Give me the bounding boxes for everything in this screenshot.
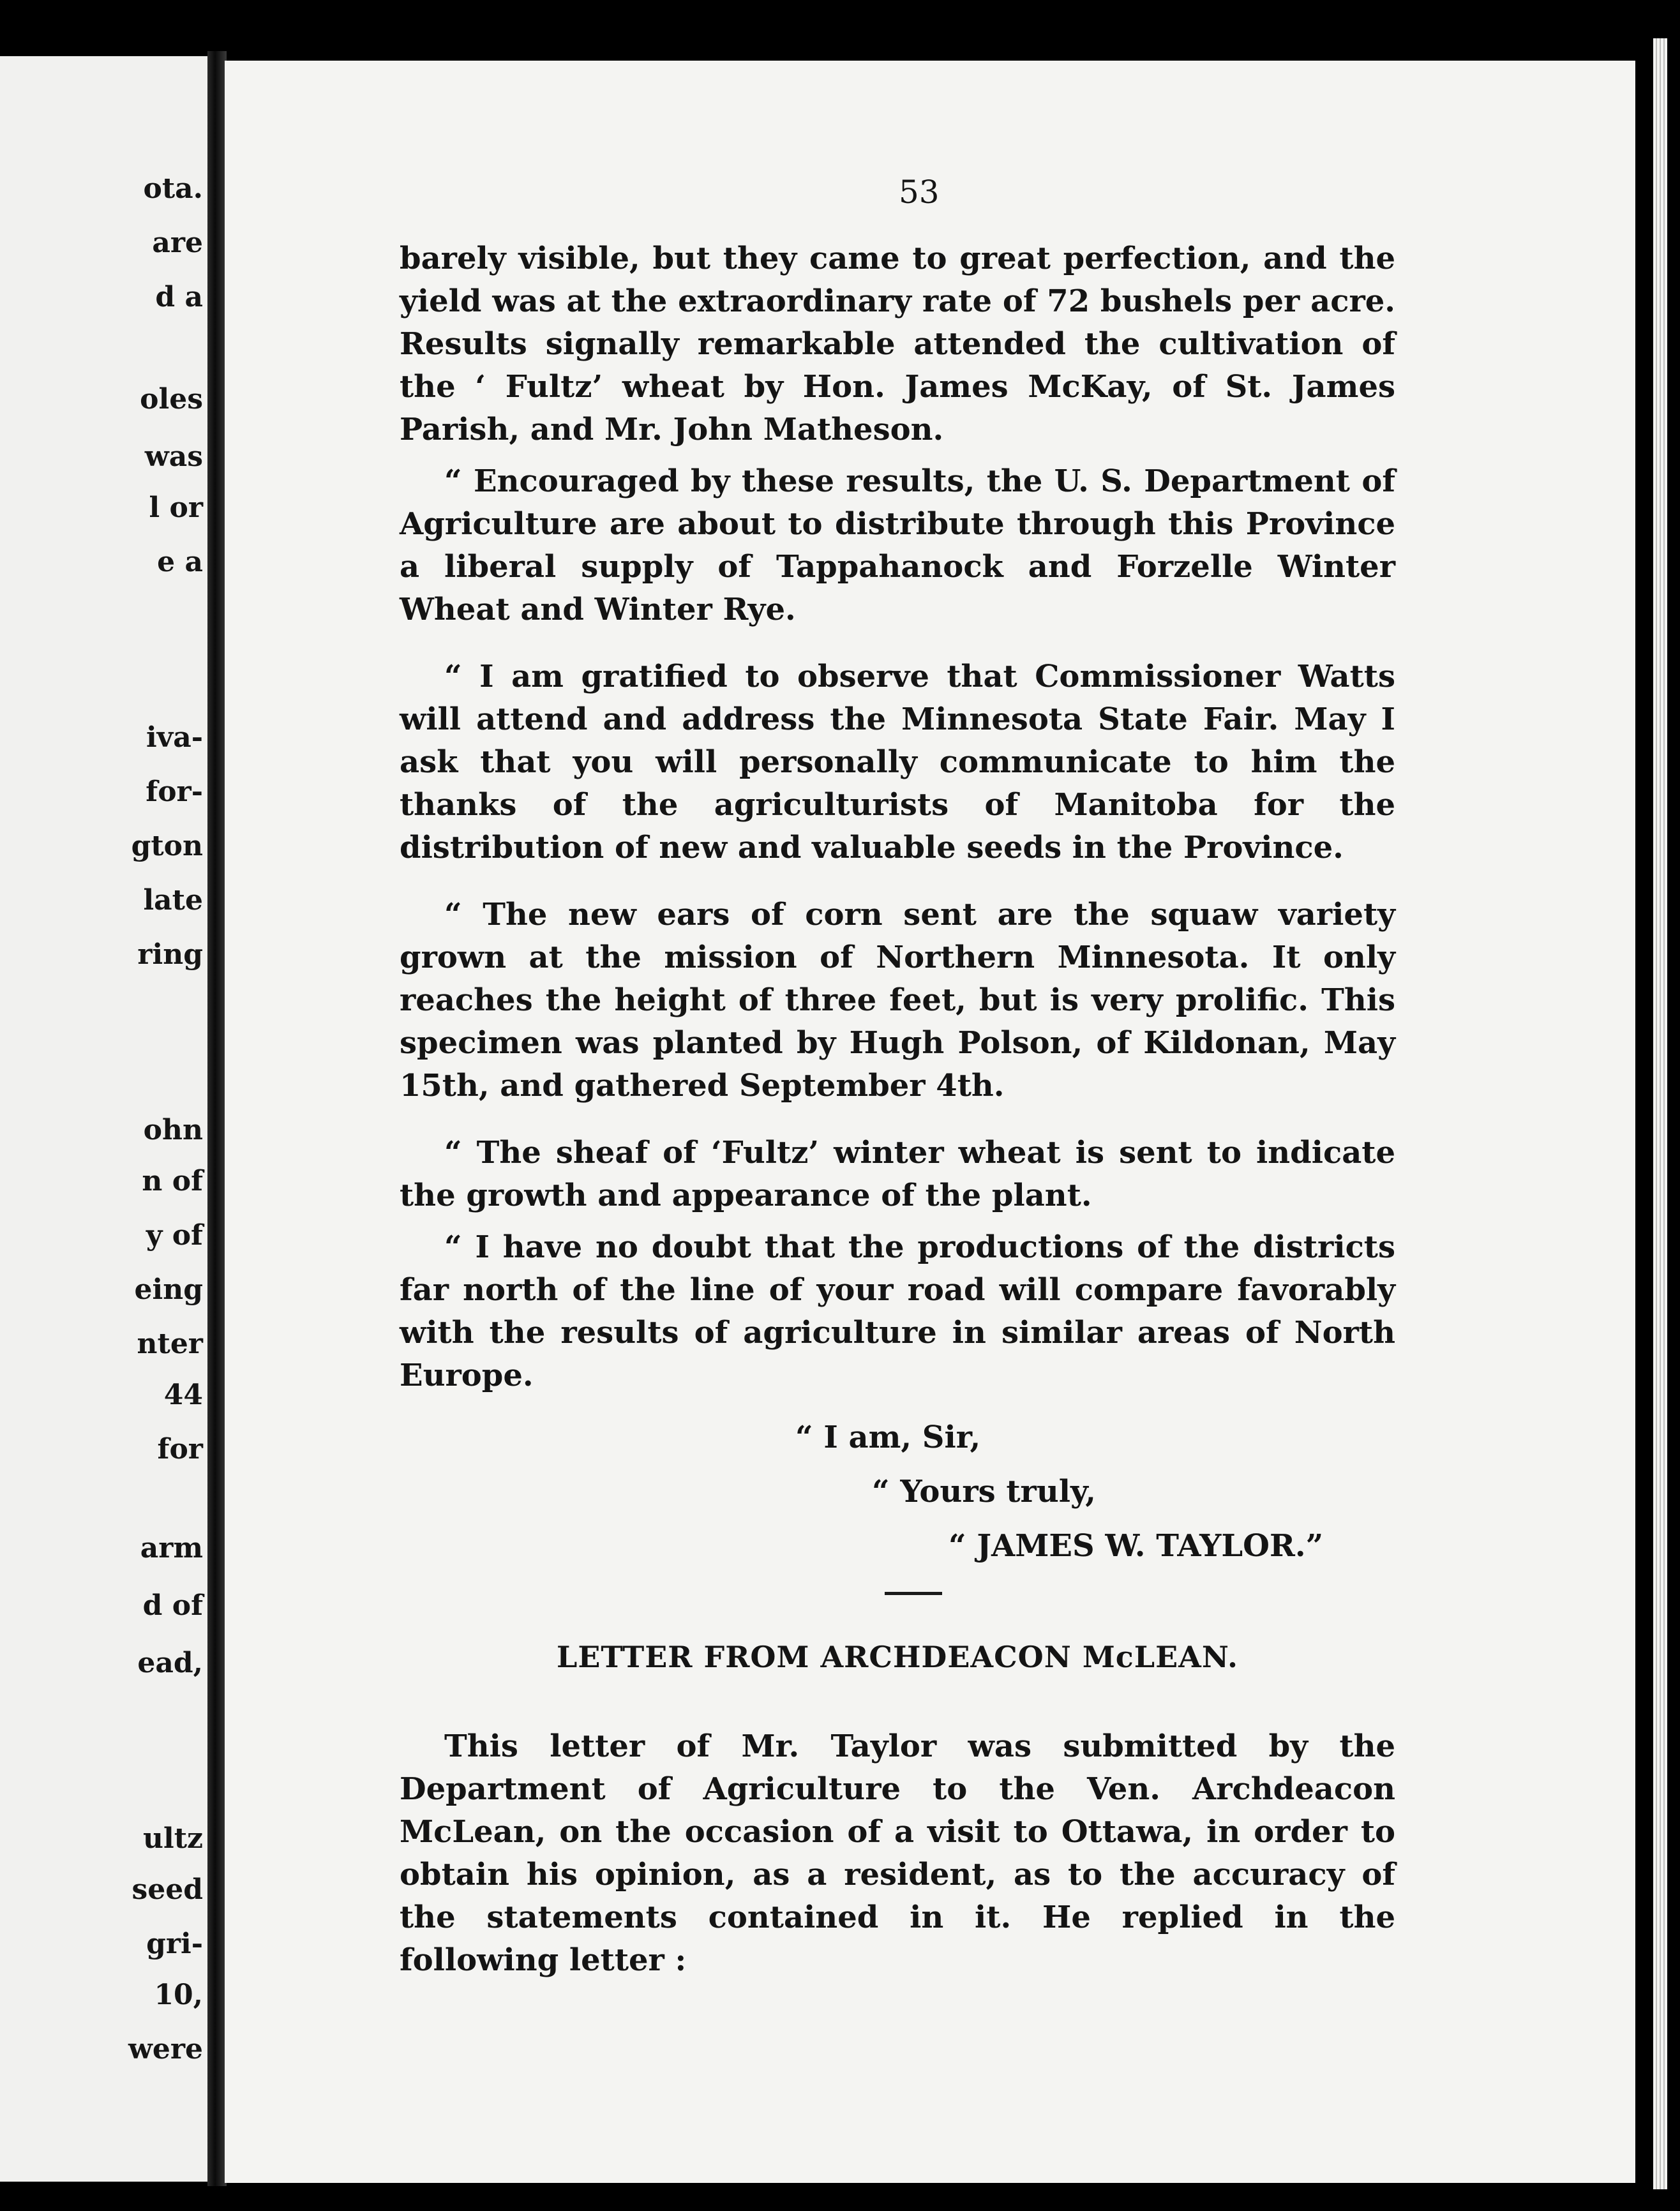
left-page-fragment: eing <box>134 1273 203 1306</box>
paragraph: “ Encouraged by these results, the U. S. Department of Agriculture are about to distribute through this Province a liberal supply of Tappahanock and Forzelle Winter Wheat and Winter Rye. <box>400 463 1395 627</box>
left-page-fragment: nter <box>137 1328 203 1360</box>
paragraph: “ I have no doubt that the productions of the districts far north of the line of your road will compare favorably with the results of agriculture in similar areas of North Europe. <box>400 1229 1395 1393</box>
left-page-fragment: ead, <box>137 1647 203 1679</box>
left-page-fragment: iva- <box>146 721 203 754</box>
section-heading: LETTER FROM ARCHDEACON McLEAN. <box>557 1640 1238 1674</box>
left-page-fragment: for <box>157 1433 203 1465</box>
left-page-fragment: y of <box>146 1219 203 1252</box>
left-page-fragment: oles <box>140 383 203 416</box>
paragraph: “ The sheaf of ‘Fultz’ winter wheat is sent to indicate the growth and appearance of the plant. <box>400 1135 1395 1213</box>
signature: “ JAMES W. TAYLOR.” <box>949 1528 1324 1564</box>
book-spine <box>207 51 227 2186</box>
divider-rule <box>885 1592 942 1595</box>
left-page-fragment: n of <box>142 1165 203 1197</box>
left-page-fragment: for- <box>146 776 203 808</box>
page-edges <box>1653 38 1667 2189</box>
page-body <box>400 167 1395 1982</box>
left-page-fragment: d a <box>155 281 203 313</box>
left-page-fragment: 10, <box>154 1979 203 2011</box>
closing-salutation: “ I am, Sir, <box>795 1420 981 1455</box>
left-page-fragment: gri- <box>146 1928 203 1960</box>
left-page-fragment: are <box>152 227 203 259</box>
left-page-fragment: gton <box>131 830 203 862</box>
paragraph: “ I am gratified to observe that Commissioner Watts will attend and address the Minnesota State Fair. May I ask that you will personally communicate to him the thanks of the agriculturists of Manitoba for the distribution of new and valuable seeds in the Province. <box>400 659 1395 866</box>
left-page-fragment: was <box>144 440 203 473</box>
left-page-fragment: ohn <box>143 1114 203 1146</box>
left-page <box>0 56 211 2182</box>
left-page-fragment: ring <box>137 938 203 971</box>
left-page-fragment: d of <box>142 1589 203 1622</box>
left-page-fragment: arm <box>140 1532 203 1564</box>
left-page-fragment: 44 <box>163 1379 203 1411</box>
paragraph: “ The new ears of corn sent are the squaw variety grown at the mission of Northern Minnesota. It only reaches the height of three feet, but is very prolific. This specimen was planted by Hugh Polson, of Kildonan, May 15th, and gathered September 4th. <box>400 897 1395 1104</box>
closing-yours-truly: “ Yours truly, <box>872 1474 1096 1510</box>
paragraph: barely visible, but they came to great perfection, and the yield was at the extraordinary rate of 72 bushels per acre. Results signally remarkable attended the cultivation of the ‘ Fultz’ wheat by Hon. James McKay, of St. James Parish, and Mr. John Matheson. <box>400 241 1395 447</box>
left-page-fragment: ultz <box>142 1822 203 1855</box>
left-page-fragment: late <box>143 884 203 917</box>
paragraph: This letter of Mr. Taylor was submitted by the Department of Agriculture to the Ven. Archdeacon McLean, on the occasion of a visit to Ottawa, in order to obtain his opinion, as a resident, as to the accuracy of the statements contained in it. He replied in the following letter : <box>400 1728 1395 1978</box>
left-page-fragment: e a <box>157 546 203 578</box>
page-number: 53 <box>899 174 940 211</box>
left-page-fragment: ota. <box>143 172 203 205</box>
left-page-fragment: seed <box>131 1873 203 1906</box>
left-page-fragment: l or <box>149 491 203 524</box>
left-page-fragment: were <box>128 2033 203 2065</box>
